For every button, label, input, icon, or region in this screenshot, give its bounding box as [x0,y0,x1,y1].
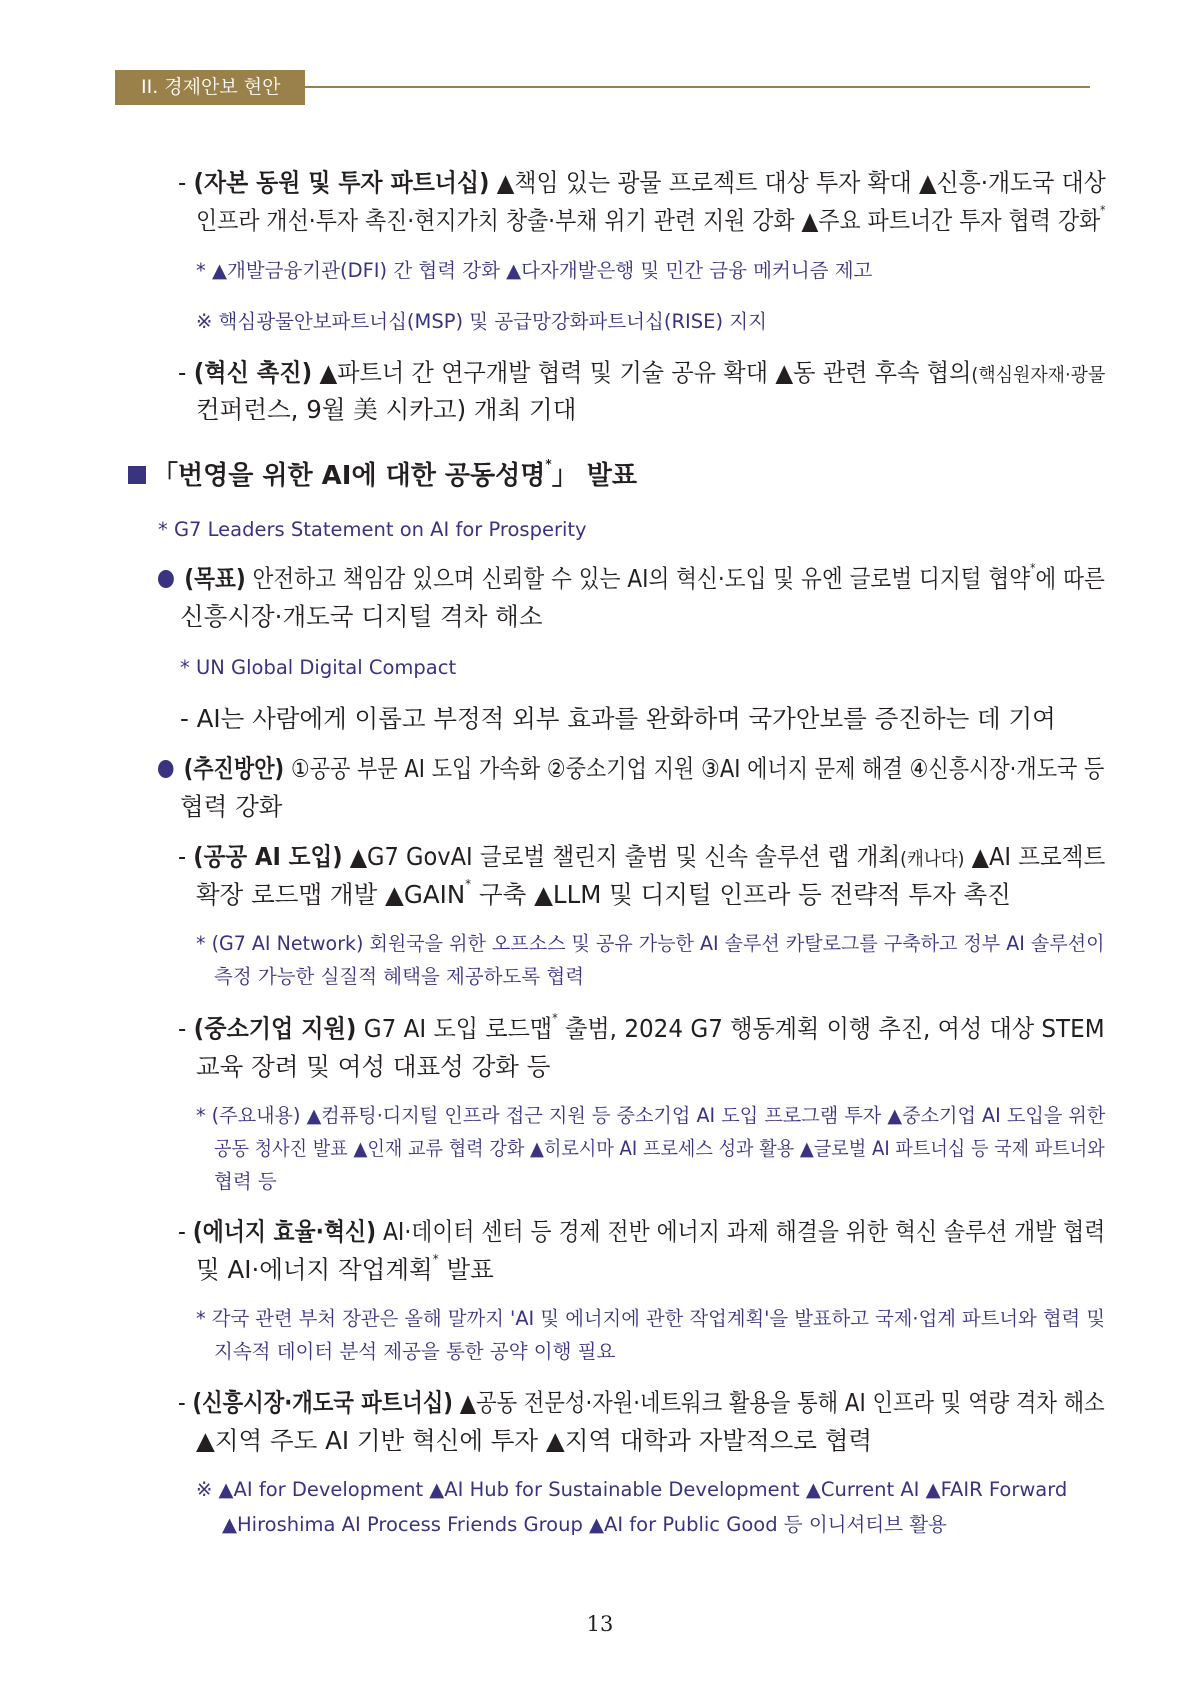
capital-line-2: 인프라 개선·투자 촉진·현지가치 창출·부채 위기 관련 지원 강화 ▲주요 파트너간 투자 협력 강화* [196,203,1106,235]
energy-line-2: 및 AI·에너지 작업계획* 발표 [196,1252,494,1284]
sme-note-2: 공동 청사진 발표 ▲인재 교류 협력 강화 ▲히로시마 AI 프로세스 성과 활용 ▲글로벌 AI 파트너십 등 국제 파트너와 [214,1137,1105,1160]
sme-label: (중소기업 지원) [193,1014,357,1043]
capital-remark: ※ 핵심광물안보파트너십(MSP) 및 공급망강화파트너십(RISE) 지지 [196,310,767,333]
emerging-line-1: - (신흥시장·개도국 파트너십) ▲공동 전문성·자원·네트워크 활용을 통해 AI 인프라 및 역량 격차 해소 [178,1388,1105,1417]
plan-label: (추진방안) [183,754,285,783]
innovation-line-1: - (혁신 촉진) ▲파트너 간 연구개발 협력 및 기술 공유 확대 ▲동 관련 후속 협의(핵심원자재·광물 [178,358,1106,387]
energy-label: (에너지 효율·혁신) [192,1217,377,1246]
emerging-label: (신흥시장·개도국 파트너십) [192,1388,454,1417]
capital-note: * ▲개발금융기관(DFI) 간 협력 강화 ▲다자개발은행 및 민간 금융 메커니즘 제고 [196,259,873,282]
sme-note-3: 협력 등 [214,1170,277,1193]
public-ai-note-2: 측정 가능한 실질적 혜택을 제공하도록 협력 [214,965,585,988]
sme-line-1: - (중소기업 지원) G7 AI 도입 로드맵* 출범, 2024 G7 행동계획 이행 추진, 여성 대상 STEM [178,1011,1105,1043]
public-ai-note-1: * (G7 AI Network) 회원국을 위한 오프소스 및 공유 가능한 AI 솔루션 카탈로그를 구축하고 정부 AI 솔루션이 [196,932,1105,955]
emerging-remark-1: ※ ▲AI for Development ▲AI Hub for Sustainable Development ▲Current AI ▲FAIR Forward [196,1478,1068,1501]
section-header-tab: II. 경제안보 현안 [115,70,305,105]
circle-bullet-icon [158,760,173,778]
plan-line-2: 협력 강화 [180,792,283,821]
section-heading-note: * G7 Leaders Statement on AI for Prosperity [158,518,587,541]
capital-line-1: - (자본 동원 및 투자 파트너십) ▲책임 있는 광물 프로젝트 대상 투자 확대 ▲신흥·개도국 대상 [178,168,1106,197]
goal-line-1: (목표) 안전하고 책임감 있으며 신뢰할 수 있는 AI의 혁신·도입 및 유엔 글로벌 디지털 협약*에 따른 [158,562,1105,596]
square-bullet-icon [128,466,146,484]
energy-note-1: * 각국 관련 부처 장관은 올해 말까지 'AI 및 에너지에 관한 작업계획'을 발표하고 국제·업계 파트너와 협력 및 [196,1307,1106,1330]
public-ai-line-1: - (공공 AI 도입) ▲G7 GovAI 글로벌 챌린지 출범 및 신속 솔루션 랩 개최(캐나다) ▲AI 프로젝트 [178,842,1106,871]
sme-line-2: 교육 장려 및 여성 대표성 강화 등 [196,1052,551,1081]
header-rule [305,86,1090,88]
goal-line-2: 신흥시장·개도국 디지털 격차 해소 [180,602,543,631]
energy-line-1: - (에너지 효율·혁신) AI·데이터 센터 등 경제 전반 에너지 과제 해결을 위한 혁신 솔루션 개발 협력 [178,1217,1106,1246]
emerging-remark-2: ▲Hiroshima AI Process Friends Group ▲AI for Public Good 등 이니셔티브 활용 [222,1513,947,1536]
goal-note: * UN Global Digital Compact [180,656,457,679]
circle-bullet-icon [158,570,174,588]
energy-note-2: 지속적 데이터 분석 제공을 통한 공약 이행 필요 [214,1340,616,1363]
goal-label: (목표) [184,564,246,593]
sme-note-1: * (주요내용) ▲컴퓨팅·디지털 인프라 접근 지원 등 중소기업 AI 도입 프로그램 투자 ▲중소기업 AI 도입을 위한 [196,1104,1106,1127]
page-number: 13 [586,1612,614,1636]
innovation-label: (혁신 촉진) [193,358,313,387]
section-heading: 「번영을 위한 AI에 대한 공동성명*」 발표 [128,458,637,494]
capital-label: (자본 동원 및 투자 파트너십) [193,168,490,197]
public-ai-label: (공공 AI 도입) [193,842,343,871]
plan-line-1: (추진방안) ①공공 부문 AI 도입 가속화 ②중소기업 지원 ③AI 에너지 문제 해결 ④신흥시장·개도국 등 [158,752,1104,786]
emerging-line-2: ▲지역 주도 AI 기반 혁신에 투자 ▲지역 대학과 자발적으로 협력 [196,1426,873,1455]
innovation-line-2: 컨퍼런스, 9월 美 시카고) 개최 기대 [196,395,577,424]
public-ai-line-2: 확장 로드맵 개발 ▲GAIN* 구축 ▲LLM 및 디지털 인프라 등 전략적 투자 촉진 [196,877,1011,909]
goal-sub-line: - AI는 사람에게 이롭고 부정적 외부 효과를 완화하며 국가안보를 증진하는 데 기여 [180,704,1056,733]
